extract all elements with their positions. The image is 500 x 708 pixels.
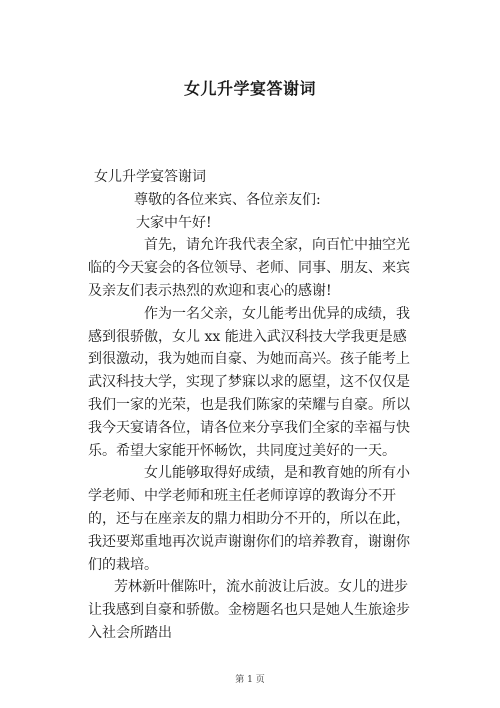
document-body [88, 166, 418, 645]
paragraph-teachers: 女儿能够取得好成绩，是和教育她的所有小学老师、中学老师和班主任老师谆谆的教诲分不开的，还与在座亲友的鼎力相助分不开的，所以在此，我还要郑重地再次说声谢谢你们的培养教育，谢谢你们的栽培。 [88, 465, 410, 573]
paragraph-pride: 作为一名父亲，女儿能考出优异的成绩，我感到很骄傲，女儿 xx 能进入武汉科技大学我更是感到很激动，我为她而自豪、为她而高兴。孩子能考上武汉科技大学，实现了梦寐以求的愿望，这不仅仅是我们一家的光荣，也是我们陈家的荣耀与自豪。所以我今天宴请各位，请各位来分享我们全家的幸福与快乐。希望大家能开怀畅饮，共同度过美好的一天。 [88, 305, 410, 459]
document-title: 女儿升学宴答谢词 [183, 79, 316, 98]
paragraph-progress: 芳林新叶催陈叶，流水前波让后波。女儿的进步让我感到自豪和骄傲。金榜题名也只是她人生旅途步入社会所踏出 [88, 579, 410, 641]
paragraph-welcome: 首先，请允许我代表全家，向百忙中抽空光临的今天宴会的各位领导、老师、同事、朋友、来宾及亲友们表示热烈的欢迎和衷心的感谢! [88, 237, 410, 299]
paragraph-greeting: 大家中午好! [136, 214, 212, 231]
paragraph-heading: 女儿升学宴答谢词 [94, 169, 206, 185]
paragraph-salutation: 尊敬的各位来宾、各位亲友们: [134, 191, 321, 208]
page-number: 第 1 页 [235, 675, 265, 685]
